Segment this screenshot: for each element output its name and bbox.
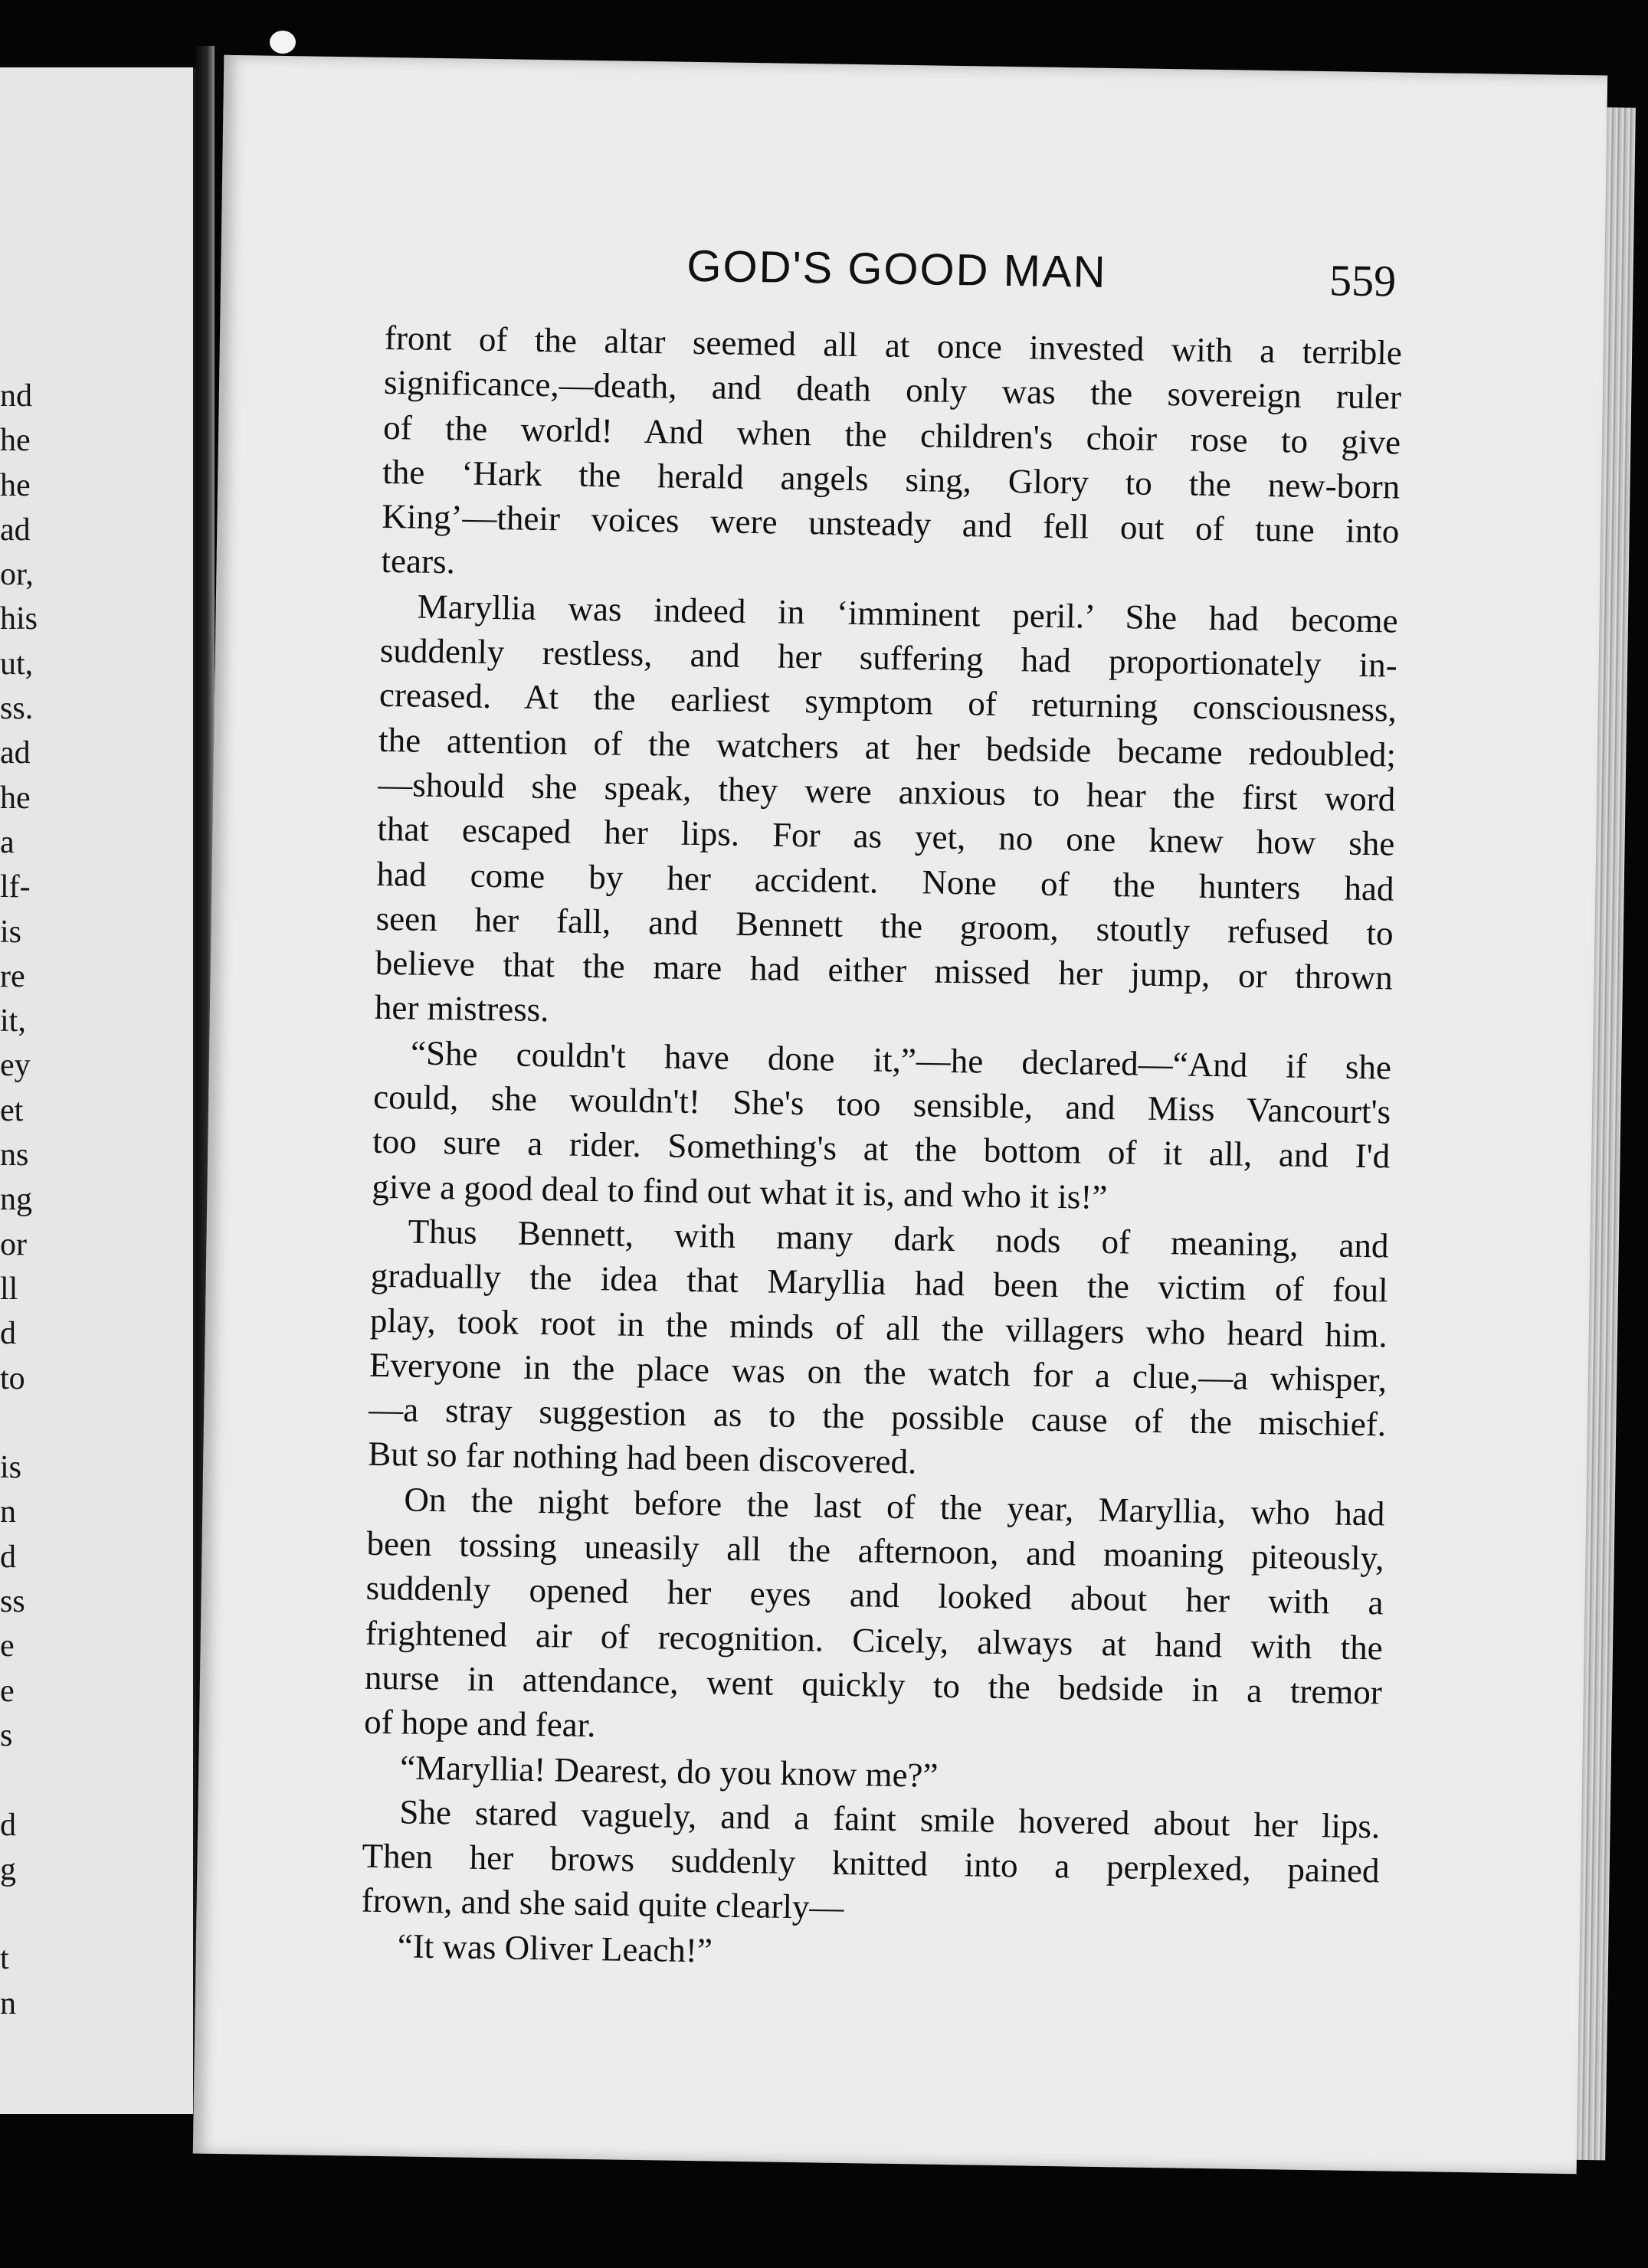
- page-number: 559: [1329, 255, 1397, 306]
- text-line: had come by her accident. None of the hunters had: [376, 854, 1394, 908]
- left-fragment-line: ad: [0, 735, 31, 771]
- text-line: —a stray suggestion as to the possible cause of the mischief.: [368, 1389, 1387, 1444]
- left-fragment-line: to: [0, 1360, 25, 1396]
- left-fragment-line: ng: [0, 1182, 32, 1218]
- left-fragment-line: is: [0, 1450, 22, 1486]
- text-line: could, she wouldn't! She's too sensible, and Miss Vancourt's: [372, 1077, 1391, 1131]
- left-fragment-line: ss: [0, 1584, 25, 1620]
- text-line: suddenly opened her eyes and looked about her with a: [365, 1569, 1384, 1622]
- left-fragment-line: ns: [0, 1137, 29, 1173]
- left-fragment-line: ss.: [0, 691, 34, 727]
- left-fragment-line: ey: [0, 1048, 31, 1084]
- text-line: give a good deal to find out what it is, and who it is!”: [372, 1167, 1108, 1216]
- running-head: [221, 234, 1605, 316]
- text-line: —should she speak, they were anxious to hear the first word: [377, 764, 1396, 819]
- text-line: significance,—death, and death only was the sovereign ruler: [383, 363, 1402, 417]
- text-line: frown, and she said quite clearly—: [361, 1881, 844, 1927]
- left-fragment-line: nd: [0, 378, 32, 414]
- text-line: been tossing uneasily all the afternoon, and moaning piteously,: [366, 1523, 1384, 1578]
- left-fragment-line: d: [0, 1807, 16, 1843]
- left-fragment-line: g: [0, 1851, 16, 1887]
- text-line: of the world! And when the children's choir rose to give: [382, 407, 1401, 462]
- left-fragment-line: t: [0, 1941, 9, 1977]
- text-line: play, took root in the minds of all the villagers who heard him.: [369, 1301, 1388, 1354]
- text-line: her mistress.: [374, 988, 549, 1029]
- left-fragment-line: et: [0, 1092, 24, 1128]
- text-line: creased. At the earliest symptom of returning consciousness,: [378, 676, 1397, 729]
- text-line: Maryllia was indeed in ‘imminent peril.’ She had become: [417, 587, 1399, 640]
- left-fragment-line: he: [0, 780, 31, 816]
- text-line: Everyone in the place was on the watch for a clue,—a whisper,: [369, 1345, 1388, 1399]
- left-facing-page: [0, 67, 198, 2114]
- left-fragment-line: he: [0, 423, 31, 459]
- left-fragment-line: s: [0, 1717, 13, 1753]
- left-page-text-fragments: [0, 374, 46, 2026]
- text-line: Thus Bennett, with many dark nods of meaning, and: [408, 1212, 1389, 1265]
- left-fragment-line: ll: [0, 1271, 18, 1307]
- text-line: But so far nothing had been discovered.: [367, 1435, 917, 1481]
- text-line: frightened air of recognition. Cicely, always at hand with the: [365, 1613, 1384, 1667]
- text-line: the attention of the watchers at her bedside became redoubled;: [378, 720, 1397, 774]
- left-fragment-line: it,: [0, 1003, 26, 1039]
- left-fragment-line: d: [0, 1316, 16, 1352]
- text-line: too sure a rider. Something's at the bottom of it all, and I'd: [372, 1122, 1391, 1176]
- running-title: GOD'S GOOD MAN: [686, 241, 1108, 297]
- left-fragment-line: his: [0, 601, 38, 637]
- text-line: tears.: [381, 542, 456, 581]
- text-line: of hope and fear.: [363, 1702, 596, 1745]
- text-line: gradually the idea that Maryllia had been the victim of foul: [370, 1256, 1389, 1310]
- left-fragment-line: e: [0, 1628, 15, 1664]
- text-line: nurse in attendance, went quickly to the bedside in a tremor: [364, 1658, 1383, 1712]
- left-fragment-line: re: [0, 958, 25, 994]
- text-line: On the night before the last of the year, Maryllia, who had: [404, 1480, 1385, 1533]
- text-line: “It was Oliver Leach!”: [397, 1926, 713, 1970]
- left-fragment-line: a: [0, 824, 15, 860]
- text-line: Then her brows suddenly knitted into a perplexed, pained: [362, 1836, 1380, 1890]
- left-fragment-line: d: [0, 1539, 16, 1575]
- left-fragment-line: e: [0, 1673, 15, 1709]
- text-line: “Maryllia! Dearest, do you know me?”: [399, 1747, 939, 1795]
- text-line: front of the altar seemed all at once invested with a terrible: [384, 318, 1403, 372]
- left-fragment-line: or: [0, 1226, 27, 1262]
- scan-speck: [270, 31, 296, 54]
- right-page: [193, 55, 1607, 2174]
- left-fragment-line: [0, 1401, 46, 1445]
- text-line: suddenly restless, and her suffering had proportionately in-: [379, 630, 1398, 685]
- left-fragment-line: he: [0, 467, 31, 503]
- left-fragment-line: or,: [0, 557, 34, 593]
- text-line: that escaped her lips. For as yet, no one knew how she: [377, 810, 1395, 863]
- text-line: She stared vaguely, and a faint smile hovered about her lips.: [399, 1792, 1381, 1846]
- text-line: seen her fall, and Bennett the groom, stoutly refused to: [375, 898, 1394, 953]
- left-fragment-line: n: [0, 1985, 16, 2021]
- left-fragment-line: n: [0, 1494, 16, 1530]
- left-fragment-line: lf-: [0, 869, 31, 905]
- body-text: [360, 316, 1402, 1982]
- left-fragment-line: ut,: [0, 646, 34, 682]
- left-fragment-line: ad: [0, 512, 31, 548]
- left-fragment-line: is: [0, 914, 22, 950]
- left-fragment-line: [0, 1892, 46, 1936]
- left-fragment-line: [0, 1758, 46, 1802]
- text-line: King’—their voices were unsteady and fell out of tune into: [382, 497, 1400, 551]
- text-line: believe that the mare had either missed her jump, or thrown: [375, 943, 1394, 997]
- text-line: the ‘Hark the herald angels sing, Glory to the new-born: [382, 452, 1401, 506]
- text-line: “She couldn't have done it,”—he declared—“And if she: [410, 1033, 1392, 1087]
